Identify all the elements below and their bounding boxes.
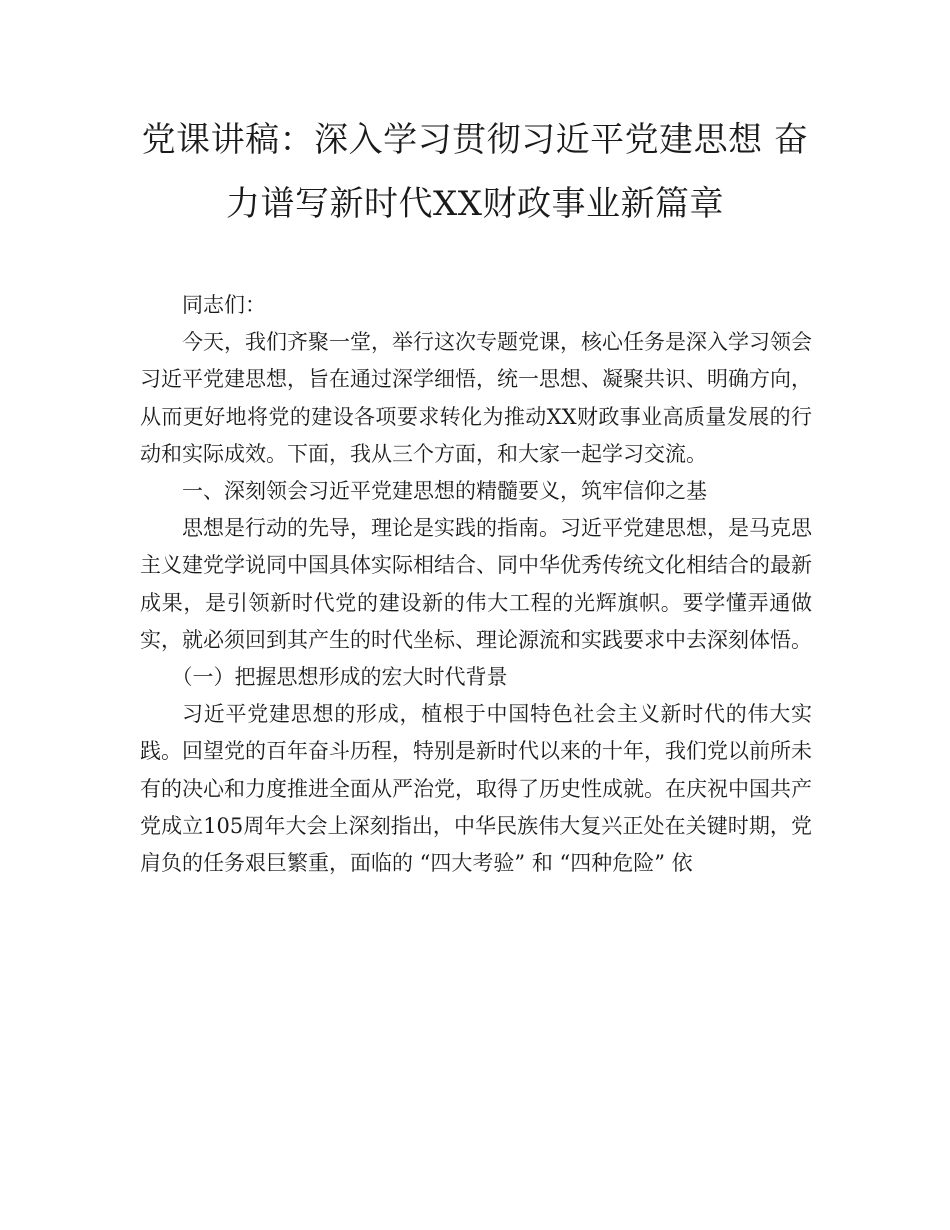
- title-line-1: 党课讲稿：深入学习贯彻习近平党建思想 奋: [141, 120, 809, 160]
- paragraph: 思想是行动的先导，理论是实践的指南。习近平党建思想，是马克思主义建党学说同中国具体实际相结合、同中华优秀传统文化相结合的最新成果，是引领新时代党的建设新的伟大工程的光辉旗帜。要学懂弄通做实，就必须回到其产生的时代坐标、理论源流和实践要求中去深刻体悟。: [140, 516, 812, 652]
- paragraph: 习近平党建思想的形成，植根于中国特色社会主义新时代的伟大实践。回望党的百年奋斗历程，特别是新时代以来的十年，我们党以前所未有的决心和力度推进全面从严治党，取得了历史性成就。在庆祝中国共产党成立105周年大会上深刻指出，中华民族伟大复兴正处在关键时期，党肩负的任务艰巨繁重，面临的 “四大考验” 和 “四种危险” 依: [140, 702, 812, 876]
- subsection-heading-1: （一）把握思想形成的宏大时代背景: [171, 665, 508, 690]
- paragraph-intro: 今天，我们齐聚一堂，举行这次专题党课，核心任务是深入学习领会习近平党建思想，旨在通过深学细悟，统一思想、凝聚共识、明确方向，从而更好地将党的建设各项要求转化为推动XX财政事业高质量发展的行动和实际成效。下面，我从三个方面，和大家一起学习交流。: [140, 330, 812, 466]
- salutation: 同志们：: [182, 293, 266, 317]
- title-line-2: 力谱写新时代XX财政事业新篇章: [226, 184, 724, 224]
- document-title: [140, 108, 810, 236]
- document-body: [140, 287, 812, 882]
- section-heading-1: 一、深刻领会习近平党建思想的精髓要义，筑牢信仰之基: [182, 479, 707, 504]
